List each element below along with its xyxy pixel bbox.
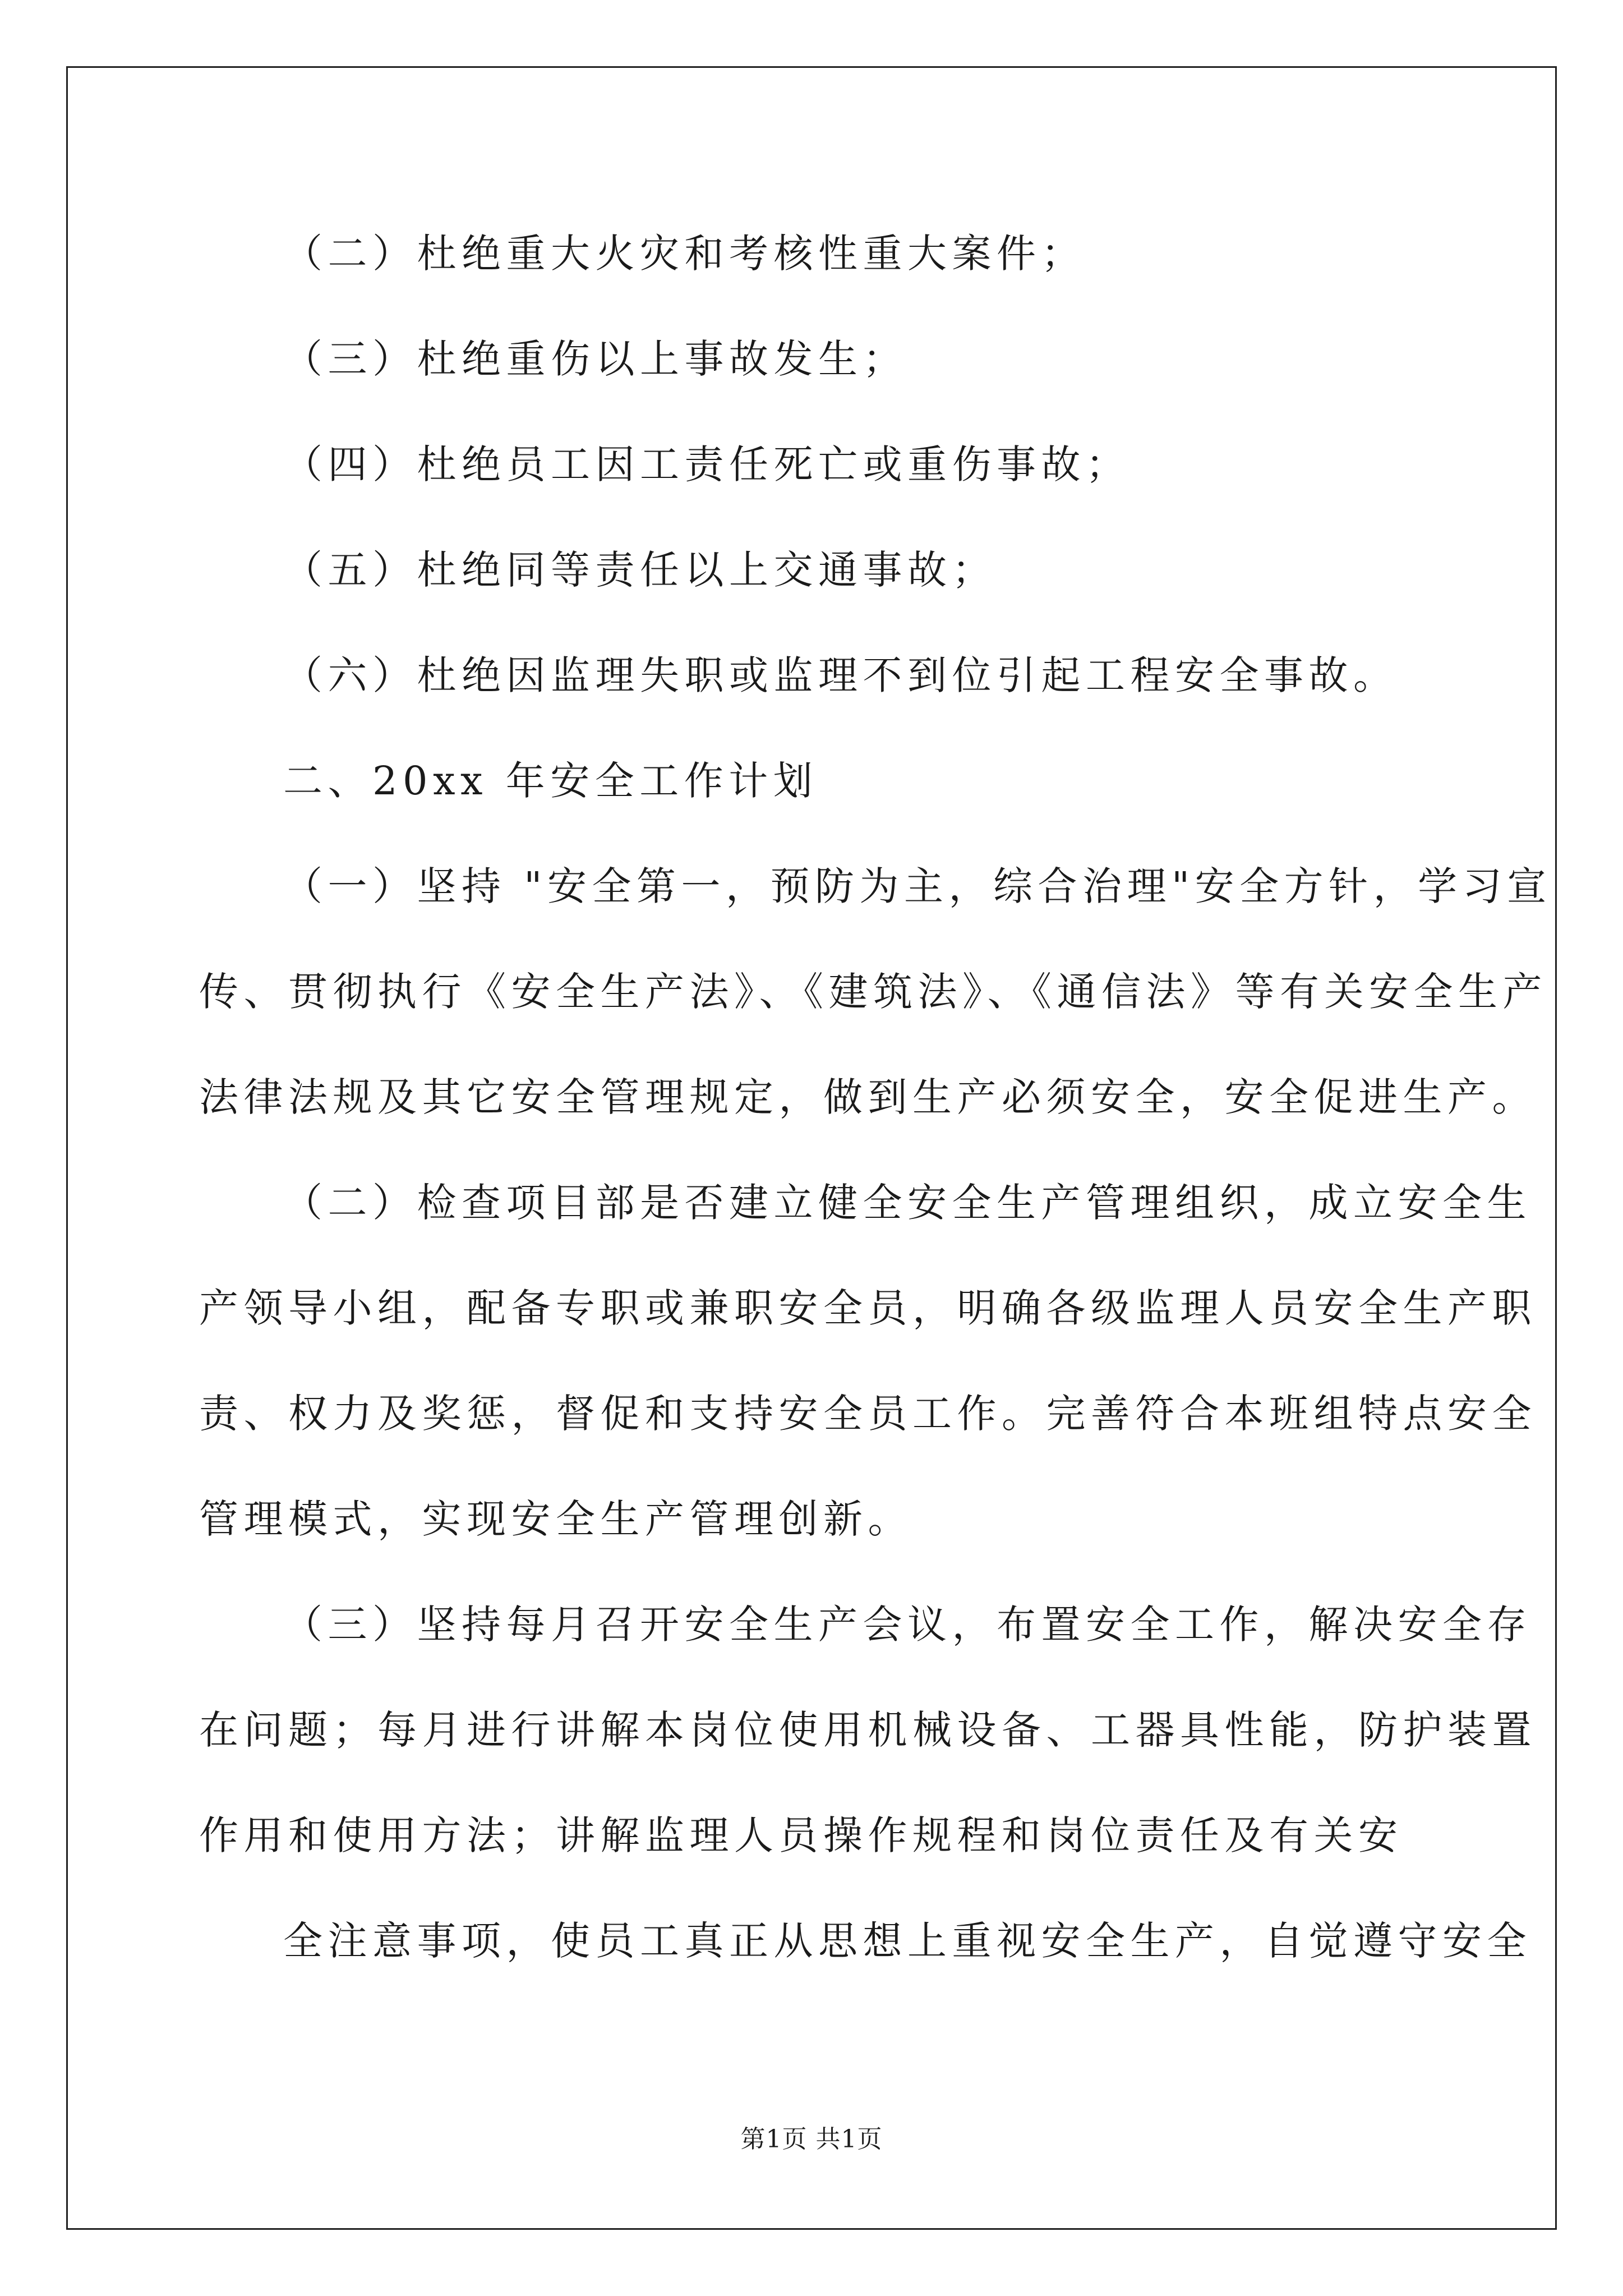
page-footer: 第1页 共1页 [740,2125,883,2154]
paragraph-line: （一）坚持 "安全第一，预防为主，综合治理"安全方针，学习宣 [283,863,1552,909]
page-border [66,66,1557,2230]
paragraph-line: （三）杜绝重伤以上事故发生； [283,336,907,382]
paragraph-line: （五）杜绝同等责任以上交通事故； [283,547,997,593]
paragraph-line: （六）杜绝因监理失职或监理不到位引起工程安全事故。 [283,652,1398,698]
paragraph-line: （二）杜绝重大火灾和考核性重大案件； [283,231,1086,277]
paragraph-line: 在问题；每月进行讲解本岗位使用机械设备、工器具性能，防护装置 [199,1707,1537,1753]
section-heading: 二、20xx 年安全工作计划 [283,758,818,804]
paragraph-line: 全注意事项，使员工真正从思想上重视安全生产，自觉遵守安全 [283,1918,1532,1964]
paragraph-line: （三）坚持每月召开安全生产会议，布置安全工作，解决安全存 [283,1602,1532,1648]
paragraph-line: （二）检查项目部是否建立健全安全生产管理组织，成立安全生 [283,1180,1532,1226]
paragraph-line: 法律法规及其它安全管理规定，做到生产必须安全，安全促进生产。 [199,1074,1537,1120]
paragraph-line: 管理模式，实现安全生产管理创新。 [199,1496,912,1542]
paragraph-line: 作用和使用方法；讲解监理人员操作规程和岗位责任及有关安 [199,1812,1403,1858]
paragraph-line: 传、贯彻执行《安全生产法》、《建筑法》、《通信法》等有关安全生产 [199,969,1547,1015]
paragraph-line: 责、权力及奖惩，督促和支持安全员工作。完善符合本班组特点安全 [199,1391,1537,1437]
paragraph-line: 产领导小组，配备专职或兼职安全员，明确各级监理人员安全生产职 [199,1285,1537,1331]
paragraph-line: （四）杜绝员工因工责任死亡或重伤事故； [283,441,1131,487]
